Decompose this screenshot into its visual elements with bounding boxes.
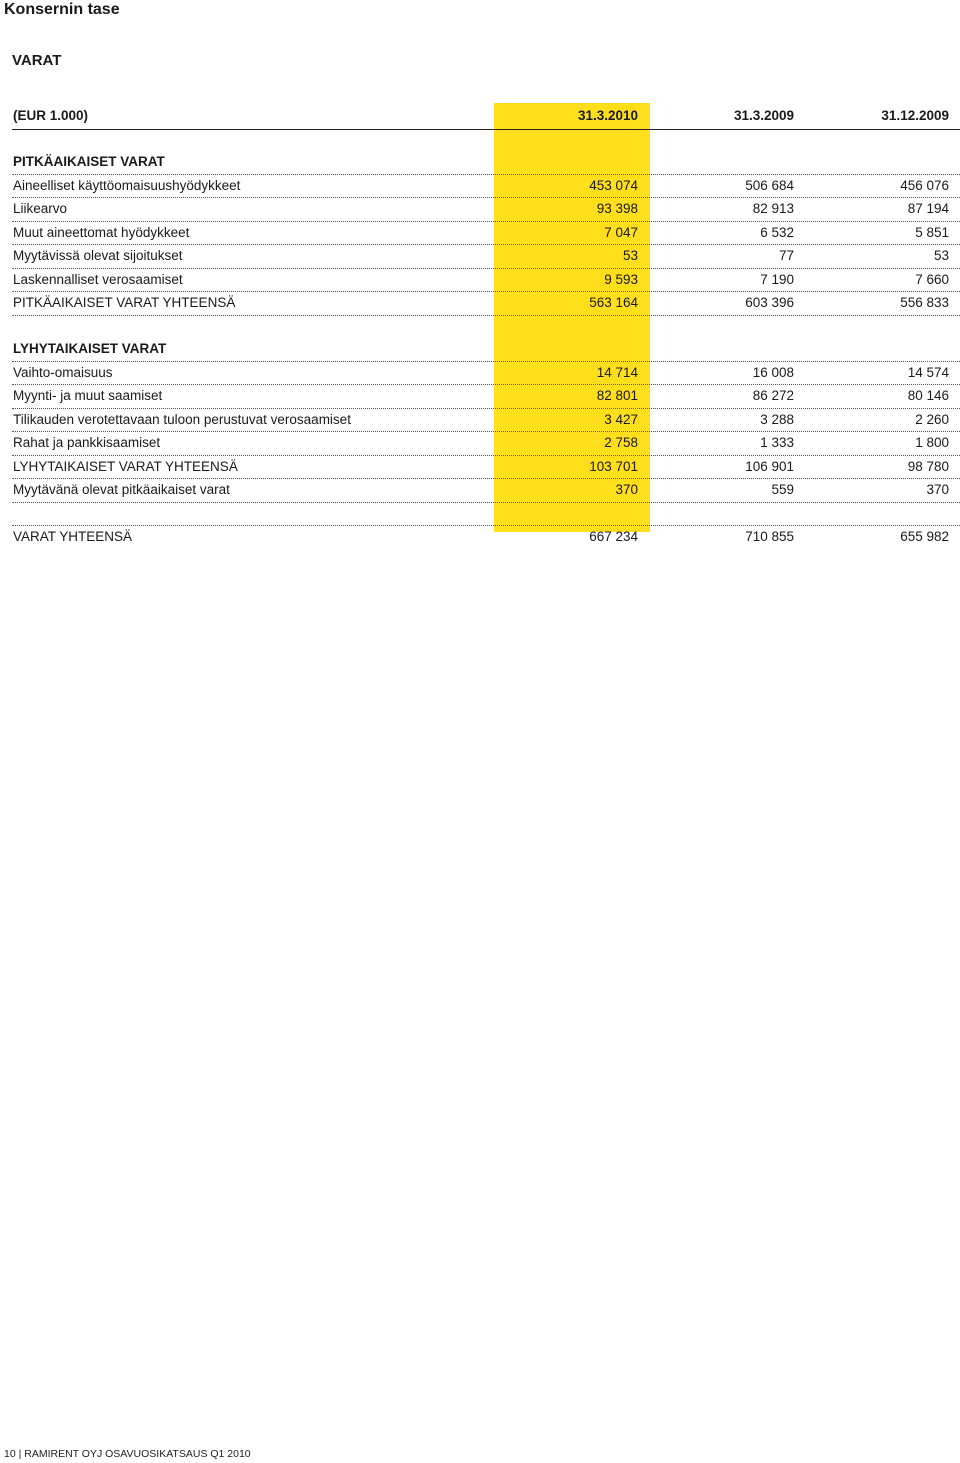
row-value-2: 1 333 xyxy=(760,435,794,450)
row-label: Myytävänä olevat pitkäaikaiset varat xyxy=(13,482,230,497)
row-value-2: 559 xyxy=(771,482,794,497)
grand-total-label: VARAT YHTEENSÄ xyxy=(13,529,133,544)
row-value-3: 2 260 xyxy=(915,411,949,427)
row-value-2: 77 xyxy=(778,248,794,263)
section-heading-label: LYHYTAIKAISET VARAT xyxy=(13,341,167,356)
grand-total-row xyxy=(12,526,960,549)
row-value-1: 14 714 xyxy=(596,364,638,380)
column-header-2: 31.3.2009 xyxy=(733,108,794,123)
row-label: Tilikauden verotettavaan tuloon perustuvat verosaamiset xyxy=(13,411,351,427)
table-row xyxy=(12,222,960,246)
row-value-3: 5 851 xyxy=(915,224,949,240)
page-footer: 10 | RAMIRENT OYJ OSAVUOSIKATSAUS Q1 2010 xyxy=(4,1448,251,1460)
total-label: PITKÄAIKAISET VARAT YHTEENSÄ xyxy=(13,295,236,310)
table-row xyxy=(12,432,960,456)
table-header-row xyxy=(12,103,960,130)
row-value-2: 3 288 xyxy=(760,411,794,427)
row-value-1: 93 398 xyxy=(596,201,638,216)
table-row xyxy=(12,269,960,293)
table-row xyxy=(12,385,960,409)
row-value-2: 82 913 xyxy=(752,201,794,216)
row-value-1: 453 074 xyxy=(589,177,638,193)
total-row-long-term xyxy=(12,292,960,316)
row-label: Myynti- ja muut saamiset xyxy=(13,388,163,403)
table-row xyxy=(12,362,960,386)
table-row xyxy=(12,198,960,222)
currency-label: (EUR 1.000) xyxy=(13,108,89,123)
row-value-2: 7 190 xyxy=(760,271,794,287)
section-title: VARAT xyxy=(12,52,62,69)
column-header-1: 31.3.2010 xyxy=(577,108,638,123)
held-for-sale-row xyxy=(12,479,960,503)
section-heading-long-term xyxy=(12,151,960,175)
row-value-3: 53 xyxy=(933,248,949,263)
total-value-3: 556 833 xyxy=(900,295,949,310)
row-value-1: 370 xyxy=(615,482,638,497)
total-value-1: 103 701 xyxy=(589,458,638,474)
balance-sheet-table xyxy=(12,103,960,549)
total-value-2: 603 396 xyxy=(745,295,794,310)
grand-total-value-2: 710 855 xyxy=(745,529,794,544)
section-heading-short-term xyxy=(12,338,960,362)
row-value-1: 2 758 xyxy=(604,435,638,450)
grand-total-value-1: 667 234 xyxy=(589,529,638,544)
row-label: Myytävissä olevat sijoitukset xyxy=(13,248,183,263)
row-value-2: 86 272 xyxy=(752,388,794,403)
grand-total-value-3: 655 982 xyxy=(900,529,949,544)
page-title: Konsernin tase xyxy=(4,1,120,18)
row-value-2: 6 532 xyxy=(760,224,794,240)
row-value-3: 370 xyxy=(926,482,949,497)
total-value-1: 563 164 xyxy=(589,295,638,310)
table-row xyxy=(12,409,960,433)
total-label: LYHYTAIKAISET VARAT YHTEENSÄ xyxy=(13,458,238,474)
table-row xyxy=(12,245,960,269)
total-value-2: 106 901 xyxy=(745,458,794,474)
row-value-3: 1 800 xyxy=(915,435,949,450)
row-value-1: 53 xyxy=(622,248,638,263)
row-value-2: 16 008 xyxy=(752,364,794,380)
row-value-3: 456 076 xyxy=(900,177,949,193)
row-label: Rahat ja pankkisaamiset xyxy=(13,435,161,450)
row-label: Vaihto-omaisuus xyxy=(13,364,113,380)
row-value-1: 7 047 xyxy=(604,224,638,240)
row-value-1: 3 427 xyxy=(604,411,638,427)
row-value-2: 506 684 xyxy=(745,177,794,193)
row-value-3: 14 574 xyxy=(907,364,949,380)
table-row xyxy=(12,175,960,199)
row-label: Liikearvo xyxy=(13,201,68,216)
section-heading-label: PITKÄAIKAISET VARAT xyxy=(13,154,165,169)
row-value-3: 87 194 xyxy=(907,201,949,216)
total-row-short-term xyxy=(12,456,960,480)
row-value-1: 82 801 xyxy=(596,388,638,403)
row-label: Aineelliset käyttöomaisuushyödykkeet xyxy=(13,177,241,193)
column-header-3: 31.12.2009 xyxy=(881,108,949,123)
row-value-3: 7 660 xyxy=(915,271,949,287)
row-value-1: 9 593 xyxy=(604,271,638,287)
row-label: Muut aineettomat hyödykkeet xyxy=(13,224,190,240)
row-label: Laskennalliset verosaamiset xyxy=(13,271,183,287)
total-value-3: 98 780 xyxy=(907,458,949,474)
row-value-3: 80 146 xyxy=(907,388,949,403)
